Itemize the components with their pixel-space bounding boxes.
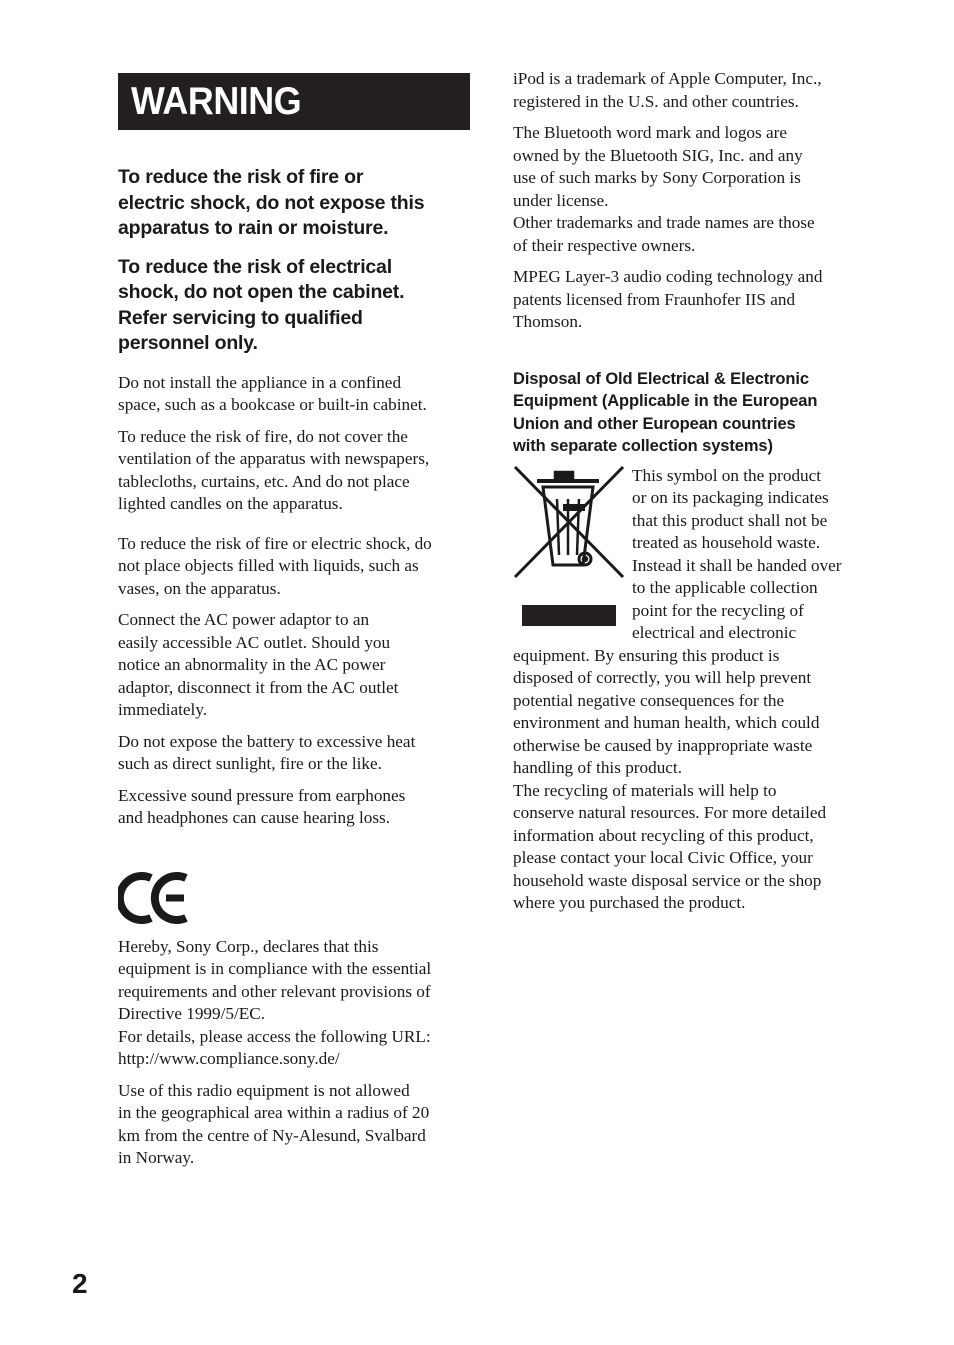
disposal-continued-paragraph: equipment. By ensuring this product is disposed of correctly, you will help prevent potential negative consequences for the environment and human health, which could otherwise be caused by inappropriate waste handling of this product. The recycling of materials will help to conserve natural resources. For more detailed information about recycling of this product, please contact your local Civic Office, your household waste disposal service or the shop where you purchased the product. bbox=[513, 645, 827, 912]
ac-adaptor-paragraph: Connect the AC power adaptor to an easily accessible AC outlet. Should you notice an abnormality in the AC power adaptor, disconnect it from the AC outlet immediately. bbox=[118, 610, 399, 719]
fire-shock-warning: To reduce the risk of fire or electric shock, do not expose this apparatus to rain or moisture. bbox=[118, 166, 425, 239]
compliance-paragraph: Hereby, Sony Corp., declares that this equipment is in compliance with the essential requirements and other relevant provisions of Directive 1999/5/EC. For details, please access the following URL: http://www.compliance.sony.de/ bbox=[118, 936, 432, 1068]
hearing-paragraph: Excessive sound pressure from earphones and headphones can cause hearing loss. bbox=[118, 785, 406, 827]
radio-restriction-paragraph: Use of this radio equipment is not allowed in the geographical area within a radius of 20 km from the centre of Ny-Alesund, Svalbard in Norway. bbox=[118, 1080, 430, 1167]
ipod-trademark-paragraph: iPod is a trademark of Apple Computer, Inc., registered in the U.S. and other countries. bbox=[513, 69, 822, 111]
warning-banner bbox=[118, 73, 470, 130]
liquids-paragraph: To reduce the risk of fire or electric shock, do not place objects filled with liquids, such as vases, on the apparatus. bbox=[118, 533, 432, 598]
install-paragraph: Do not install the appliance in a confined space, such as a bookcase or built-in cabinet. bbox=[118, 372, 427, 414]
page-number: 2 bbox=[72, 1268, 88, 1299]
right-column bbox=[513, 68, 865, 915]
disposal-symbol-text: This symbol on the product or on its packaging indicates that this product shall not be treated as household waste. Instead it shall be handed over to the applicable collection point for the recycling of electrical and electronic bbox=[632, 465, 842, 642]
ventilation-paragraph: To reduce the risk of fire, do not cover the ventilation of the apparatus with newspapers, tablecloths, curtains, etc. And do not place lighted candles on the apparatus. bbox=[118, 426, 430, 513]
page-title: WARNING bbox=[131, 80, 302, 123]
bluetooth-trademark-paragraph: The Bluetooth word mark and logos are owned by the Bluetooth SIG, Inc. and any use of such marks by Sony Corporation is under license. Other trademarks and trade names are those of their respective owners. bbox=[513, 123, 815, 255]
left-column bbox=[118, 73, 470, 1170]
mpeg-license-paragraph: MPEG Layer-3 audio coding technology and patents licensed from Fraunhofer IIS and Thomson. bbox=[513, 267, 823, 331]
ce-mark-icon bbox=[118, 870, 192, 926]
disposal-heading: Disposal of Old Electrical & Electronic Equipment (Applicable in the European Union and other European countries with separate collection systems) bbox=[513, 369, 818, 455]
crossed-bin-icon bbox=[513, 465, 625, 630]
cabinet-warning: To reduce the risk of electrical shock, do not open the cabinet. Refer servicing to qualified personnel only. bbox=[118, 255, 405, 354]
disposal-symbol-block bbox=[513, 465, 865, 645]
battery-paragraph: Do not expose the battery to excessive heat such as direct sunlight, fire or the like. bbox=[118, 731, 416, 773]
